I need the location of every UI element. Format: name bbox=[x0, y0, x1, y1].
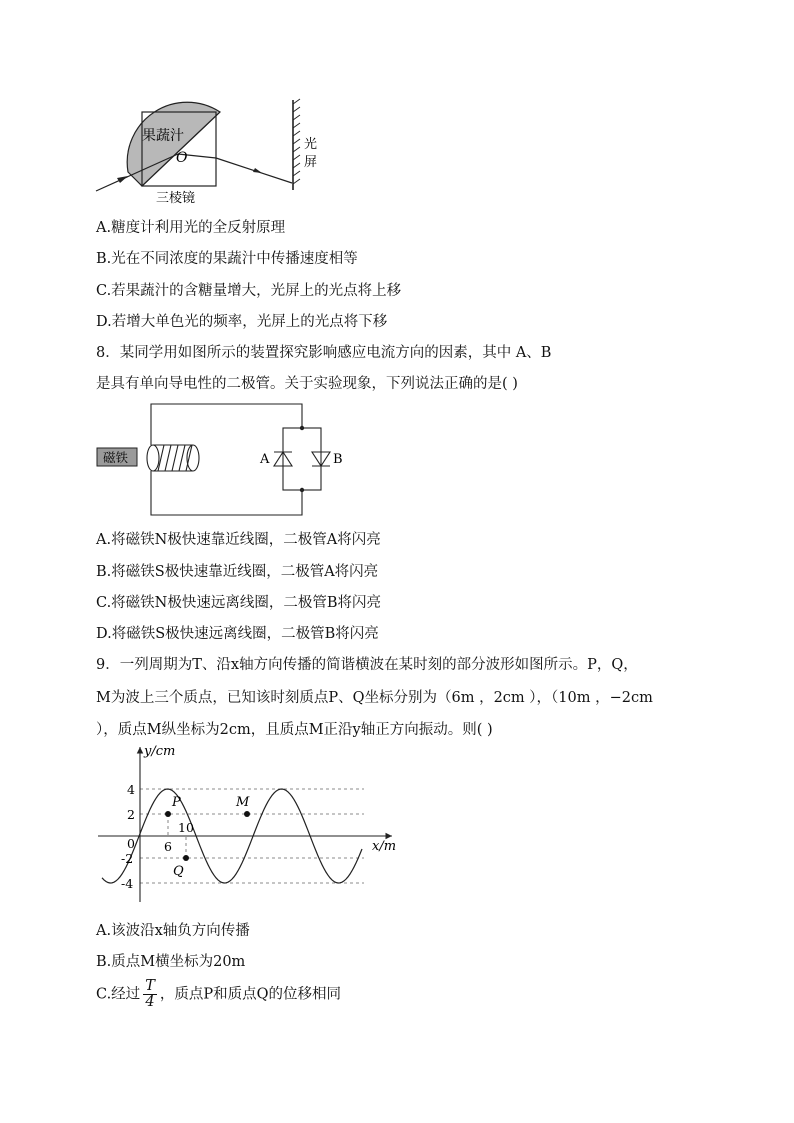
q9-option-c bbox=[96, 979, 341, 1010]
circuit-figure bbox=[94, 398, 354, 522]
q9-option-a: A.该波沿x轴负方向传播 bbox=[96, 923, 250, 939]
q9-stem-line-2: M为波上三个质点，已知该时刻质点P、Q坐标分别为（6m ，2cm ），（10m ，−2cm bbox=[96, 690, 653, 706]
x-axis-label: x/m bbox=[372, 839, 397, 854]
juice-label: 果蔬汁 bbox=[142, 128, 184, 144]
juice-region bbox=[127, 102, 220, 186]
q9-option-c-suffix: ，质点P和质点Q的位移相同 bbox=[159, 986, 342, 1003]
y-axis-label: y/cm bbox=[144, 744, 176, 759]
t-over-4-fraction: $\frac{T}{4}$ bbox=[145, 978, 155, 1011]
diode-b-label: B bbox=[333, 452, 343, 467]
diode-a-label: A bbox=[260, 452, 270, 467]
point-p bbox=[165, 811, 171, 817]
point-p-label: P bbox=[172, 795, 181, 810]
q8-stem-line-2: 是具有单向导电性的二极管。关于实验现象，下列说法正确的是( ) bbox=[96, 376, 518, 392]
coil bbox=[147, 445, 199, 471]
q7-option-b: B.光在不同浓度的果蔬汁中传播速度相等 bbox=[96, 251, 358, 267]
wave-graph bbox=[94, 742, 404, 908]
q8-option-b: B.将磁铁S极快速靠近线圈，二极管A将闪亮 bbox=[96, 564, 379, 580]
y-tick-neg4: -4 bbox=[121, 876, 134, 891]
magnet-label: 磁铁 bbox=[103, 450, 129, 465]
q7-option-a: A.糖度计利用光的全反射原理 bbox=[96, 220, 286, 236]
y-tick-0: 0 bbox=[127, 836, 135, 851]
q9-stem-line-1: 9．一列周期为T、沿x轴方向传播的简谐横波在某时刻的部分波形如图所示。P，Q， bbox=[96, 657, 638, 673]
point-m bbox=[244, 811, 250, 817]
screen-label-1: 光 bbox=[304, 137, 318, 152]
q8-option-d: D.将磁铁S极快速远离线圈，二极管B将闪亮 bbox=[96, 626, 379, 642]
o-label: O bbox=[176, 150, 188, 166]
q8-option-c: C.将磁铁N极快速远离线圈，二极管B将闪亮 bbox=[96, 595, 382, 611]
x-tick-10: 10 bbox=[178, 820, 194, 835]
point-m-label: M bbox=[236, 795, 250, 810]
y-tick-2: 2 bbox=[127, 807, 135, 822]
q8-option-a: A.将磁铁N极快速靠近线圈，二极管A将闪亮 bbox=[96, 532, 381, 548]
q7-option-c: C.若果蔬汁的含糖量增大，光屏上的光点将上移 bbox=[96, 283, 402, 299]
screen-label-2: 屏 bbox=[304, 155, 318, 170]
y-tick-4: 4 bbox=[127, 782, 135, 797]
x-tick-6: 6 bbox=[164, 839, 172, 854]
q9-option-c-prefix: C.经过 bbox=[96, 986, 141, 1003]
prism-label: 三棱镜 bbox=[156, 191, 196, 206]
point-q-label: Q bbox=[173, 864, 184, 879]
refractometer-figure bbox=[92, 96, 332, 214]
circuit-wires bbox=[151, 404, 321, 515]
q7-option-d: D.若增大单色光的频率，光屏上的光点将下移 bbox=[96, 314, 388, 330]
y-tick-neg2: -2 bbox=[121, 851, 134, 866]
q9-option-b: B.质点M横坐标为20m bbox=[96, 954, 246, 970]
q8-stem-line-1: 8．某同学用如图所示的装置探究影响感应电流方向的因素，其中 A、B bbox=[96, 345, 552, 361]
q9-stem-line-3: ），质点M纵坐标为2cm，且质点M正沿y轴正方向振动。则( ) bbox=[96, 722, 493, 738]
point-q bbox=[183, 855, 189, 861]
